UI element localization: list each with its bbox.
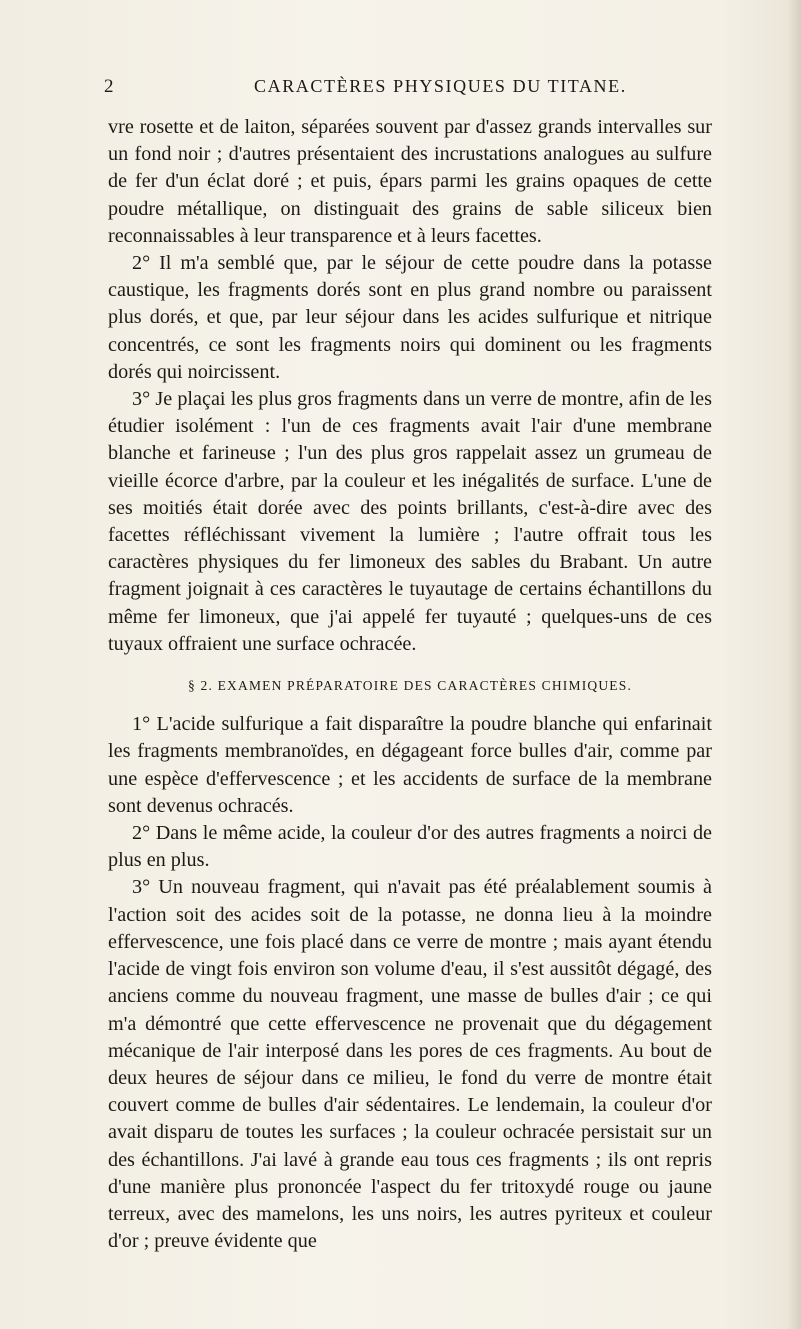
body-text	[108, 114, 712, 1255]
paragraph-3: 3° Je plaçai les plus gros fragments dans un verre de montre, afin de les étudier isolément : l'un de ces fragments avait l'air d'une membrane blanche et farineuse ; l'un des plus gros rappelait assez un grumeau de vieille écorce d'arbre, par la couleur et les inégalités de surface. L'une de ses moitiés était dorée avec des points brillants, c'est-à-dire avec des facettes réfléchissant vivement la lumière ; l'autre offrait tous les caractères physiques du fer limoneux des sables du Brabant. Un autre fragment joignait à ces caractères le tuyautage de certains échantillons du même fer limoneux, que j'ai appelé fer tuyauté ; quelques-uns de ces tuyaux offraient une surface ochracée.	[108, 388, 712, 655]
running-title: CARACTÈRES PHYSIQUES DU TITANE.	[254, 76, 627, 96]
paragraph-acid-3: 3° Un nouveau fragment, qui n'avait pas été préalablement soumis à l'action soit des acides soit de la potasse, ne donna lieu à la moindre effervescence, une fois placé dans ce verre de montre ; mais ayant étendu l'acide de vingt fois environ son volume d'eau, il s'est aussitôt dégagé, des anciens comme du nouveau fragment, une masse de bulles d'air ; ce qui m'a démontré que cette effervescence ne provenait que du dégagement mécanique de l'air interposé dans les pores de ces fragments. Au bout de deux heures de séjour dans ce milieu, le fond du verre de montre était couvert comme de bulles d'air sédentaires. Le lendemain, la couleur d'or avait disparu de toutes les surfaces ; la couleur ochracée persistait sur un des échantillons. J'ai lavé à grande eau tous ces fragments ; ils ont repris d'une manière plus prononcée l'aspect du fer tritoxydé rouge ou jaune terreux, avec des mamelons, les uns noirs, les autres pyriteux et couleur d'or ; preuve évidente que	[108, 876, 712, 1253]
paragraph-continuation: vre rosette et de laiton, séparées souvent par d'assez grands intervalles sur un fond noir ; d'autres présentaient des incrustations analogues au sulfure de fer d'un éclat doré ; et puis, épars parmi les grains opaques de cette poudre métallique, on distinguait des grains de sable siliceux bien reconnaissables à leur transparence et à leurs facettes.	[108, 116, 712, 247]
paragraph-acid-2: 2° Dans le même acide, la couleur d'or des autres fragments a noirci de plus en plus.	[108, 822, 712, 872]
paragraph-2: 2° Il m'a semblé que, par le séjour de cette poudre dans la potasse caustique, les fragments dorés sont en plus grand nombre ou paraissent plus dorés, et que, par leur séjour dans les acides sulfurique et nitrique concentrés, ce sont les fragments noirs qui dominent ou les fragments dorés qui noircissent.	[108, 252, 712, 383]
page-edge-shadow	[787, 0, 801, 1329]
paragraph-acid-1: 1° L'acide sulfurique a fait disparaître la poudre blanche qui enfarinait les fragments membranoïdes, en dégageant force bulles d'air, comme par une espèce d'effervescence ; et les accidents de surface de la membrane sont devenus ochracés.	[108, 713, 712, 817]
page-header	[104, 76, 704, 104]
page-number: 2	[104, 76, 114, 97]
section-heading: § 2. EXAMEN PRÉPARATOIRE DES CARACTÈRES CHIMIQUES.	[187, 678, 633, 694]
